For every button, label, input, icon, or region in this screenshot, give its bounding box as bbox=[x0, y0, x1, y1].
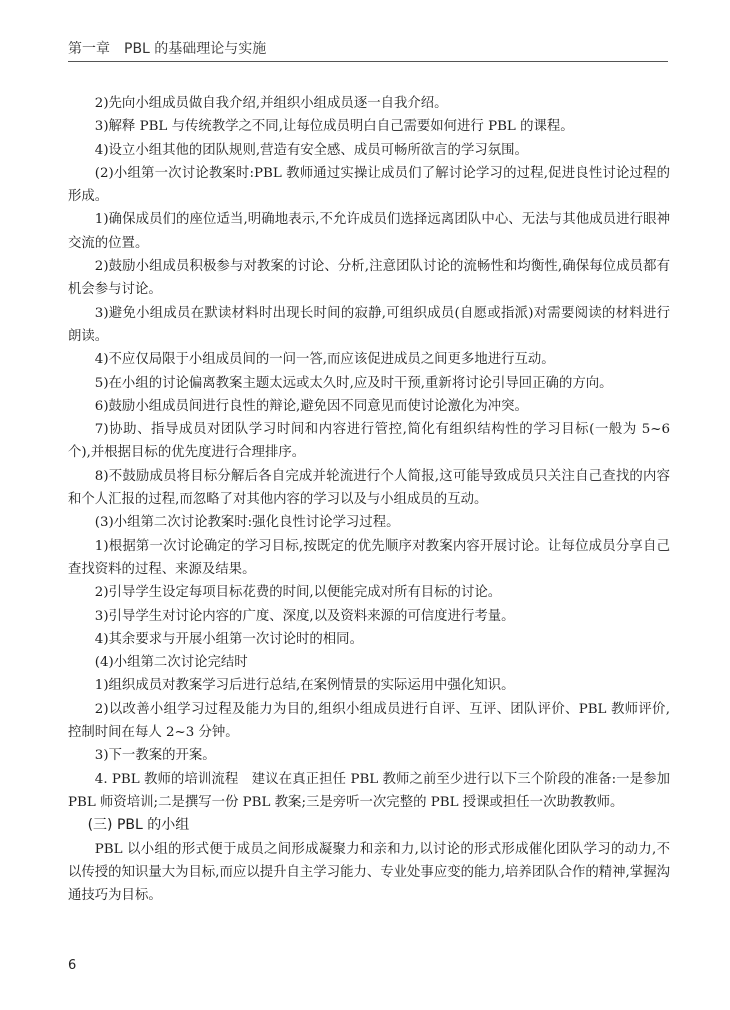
paragraph: 1)组织成员对教案学习后进行总结,在案例情景的实际运用中强化知识。 bbox=[94, 678, 515, 694]
paragraph: 2)先向小组成员做自我介绍,并组织小组成员逐一自我介绍。 bbox=[94, 96, 448, 111]
paragraph: 2)引导学生设定每项目标花费的时间,以便能完成对所有目标的讨论。 bbox=[94, 585, 502, 601]
paragraph: (4)小组第二次讨论完结时 bbox=[94, 655, 248, 671]
paragraph: 3)解释 PBL 与传统教学之不同,让每位成员明白自己需要如何进行 PBL 的课程。 bbox=[94, 119, 574, 135]
section-heading: (三) PBL 的小组 bbox=[87, 817, 190, 834]
paragraph: 3)下一教案的开案。 bbox=[94, 748, 216, 764]
header-rule bbox=[68, 61, 668, 62]
paragraph: (3)小组第二次讨论教案时:强化良性讨论学习过程。 bbox=[94, 515, 400, 531]
paragraph: 6)鼓励小组成员间进行良性的辩论,避免因不同意见而使讨论激化为冲突。 bbox=[94, 398, 528, 414]
paragraph: 1)确保成员们的座位适当,明确地表示,不允许成员们选择远离团队中心、无法与其他成员进行眼神交流的位置。 bbox=[68, 212, 670, 251]
page-number: 6 bbox=[68, 958, 77, 973]
paragraph: 8)不鼓励成员将目标分解后各自完成并轮流进行个人简报,这可能导致成员只关注自己查找的内容和个人汇报的过程,而忽略了对其他内容的学习以及与小组成员的互动。 bbox=[68, 468, 670, 508]
paragraph: 3)引导学生对讨论内容的广度、深度,以及资料来源的可信度进行考量。 bbox=[94, 608, 515, 624]
running-header: 第一章 PBL 的基础理论与实施 bbox=[68, 41, 267, 57]
paragraph: 2)以改善小组学习过程及能力为目的,组织小组成员进行自评、互评、团队评价、PBL 教师评价,控制时间在每人 2~3 分钟。 bbox=[68, 701, 670, 741]
paragraph: 1)根据第一次讨论确定的学习目标,按既定的优先顺序对教案内容开展讨论。让每位成员分享自己查找资料的过程、来源及结果。 bbox=[68, 538, 670, 577]
paragraph: 3)避免小组成员在默读材料时出现长时间的寂静,可组织成员(自愿或指派)对需要阅读的材料进行朗读。 bbox=[68, 305, 670, 344]
paragraph: 2)鼓励小组成员积极参与对教案的讨论、分析,注意团队讨论的流畅性和均衡性,确保每位成员都有机会参与讨论。 bbox=[68, 259, 670, 298]
paragraph: 4)其余要求与开展小组第一次讨论时的相同。 bbox=[94, 631, 363, 647]
paragraph: (2)小组第一次讨论教案时:PBL 教师通过实操让成员们了解讨论学习的过程,促进良性讨论过程的形成。 bbox=[68, 165, 670, 205]
body-text bbox=[68, 92, 670, 907]
paragraph: 4)设立小组其他的团队规则,营造有安全感、成员可畅所欲言的学习氛围。 bbox=[94, 142, 528, 158]
paragraph: 7)协助、指导成员对团队学习时间和内容进行管控,简化有组织结构性的学习目标(一般为 5~6 个),并根据目标的优先度进行合理排序。 bbox=[68, 422, 670, 461]
paragraph: 4)不应仅局限于小组成员间的一问一答,而应该促进成员之间更多地进行互动。 bbox=[94, 352, 555, 368]
paragraph: 4. PBL 教师的培训流程 建议在真正担任 PBL 教师之前至少进行以下三个阶段的准备:一是参加 PBL 师资培训;二是撰写一份 PBL 教案;三是旁听一次完整的 PBL 授课或担任一次助教教师。 bbox=[68, 771, 670, 810]
paragraph: 5)在小组的讨论偏离教案主题太远或太久时,应及时干预,重新将讨论引导回正确的方向。 bbox=[94, 375, 613, 391]
paragraph: PBL 以小组的形式便于成员之间形成凝聚力和亲和力,以讨论的形式形成催化团队学习的动力,不以传授的知识量大为目标,而应以提升自主学习能力、专业处事应变的能力,培养团队合作的精神,掌握沟通技巧为目标。 bbox=[68, 841, 670, 904]
